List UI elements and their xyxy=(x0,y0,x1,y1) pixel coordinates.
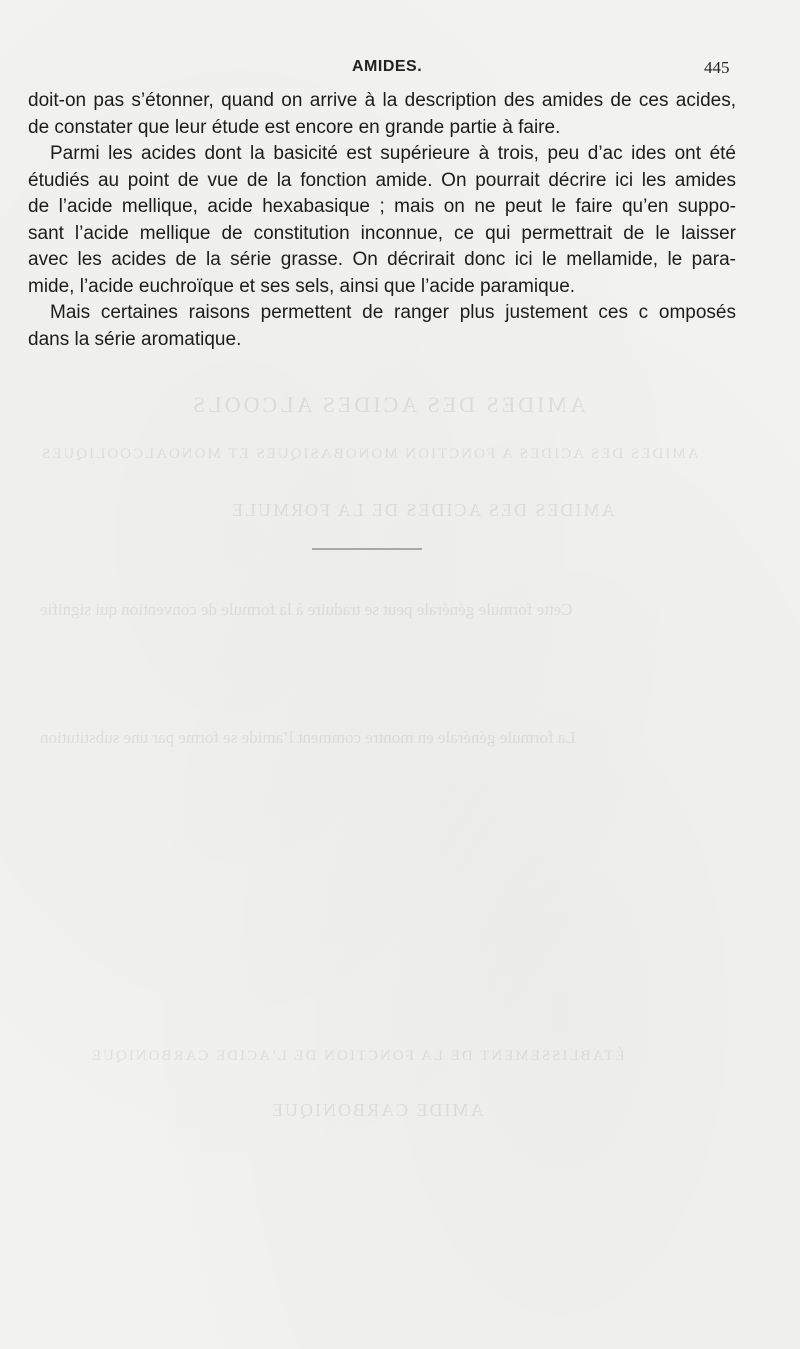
text-line: de l’acide mellique, acide hexabasique ; mais on ne peut le faire qu’en suppo- xyxy=(28,196,736,217)
bleed-through-heading-2: ÉTABLISSEMENT DE LA FONCTION DE L’ACIDE CARBONIQUE xyxy=(90,1048,625,1064)
paragraph-continuation xyxy=(28,88,736,141)
text-line: de constater que leur étude est encore en grande partie à faire. xyxy=(28,116,561,138)
bleed-through-section: AMIDES DES ACIDES DE LA FORMULE xyxy=(230,500,615,520)
text-line: dans la série aromatique. xyxy=(28,328,242,350)
body-text xyxy=(28,88,736,353)
text-line: Parmi les acides dont la basicité est supérieure à trois, peu d’ac ides ont été xyxy=(50,143,736,164)
bleed-through-text-2: La formule générale en montre comment l’amide se forme par une substitution xyxy=(40,728,576,747)
text-line: avec les acides de la série grasse. On décrirait donc ici le mellamide, le para- xyxy=(28,249,736,270)
running-title: AMIDES. xyxy=(352,58,423,75)
bleed-through-heading: AMIDES DES ACIDES ALCOOLS xyxy=(190,392,586,417)
bleed-through-section-2: AMIDE CARBONIQUE xyxy=(270,1100,484,1120)
paragraph-aromatic-series xyxy=(28,300,736,353)
paragraph-polybasic-acids xyxy=(28,141,736,300)
text-line: Mais certaines raisons permettent de ranger plus justement ces c omposés xyxy=(50,302,736,323)
text-line: doit-on pas s’étonner, quand on arrive à la description des amides de ces acides, xyxy=(28,90,736,111)
page-number: 445 xyxy=(704,58,730,77)
running-header xyxy=(0,58,800,82)
text-line: sant l’acide mellique de constitution inconnue, ce qui permettrait de le laisser xyxy=(28,222,736,244)
bleed-through-text-1: Cette formule générale peut se traduire à la formule de convention qui signifie xyxy=(40,600,573,619)
text-line: mide, l’acide euchroïque et ses sels, ainsi que l’acide paramique. xyxy=(28,275,576,297)
bleed-through-subheading: AMIDES DES ACIDES A FONCTION MONOBASIQUES ET MONOALCOOLIQUES xyxy=(40,446,699,462)
text-line: étudiés au point de vue de la fonction amide. On pourrait décrire ici les amides xyxy=(28,169,736,191)
separator-rule xyxy=(312,548,422,550)
